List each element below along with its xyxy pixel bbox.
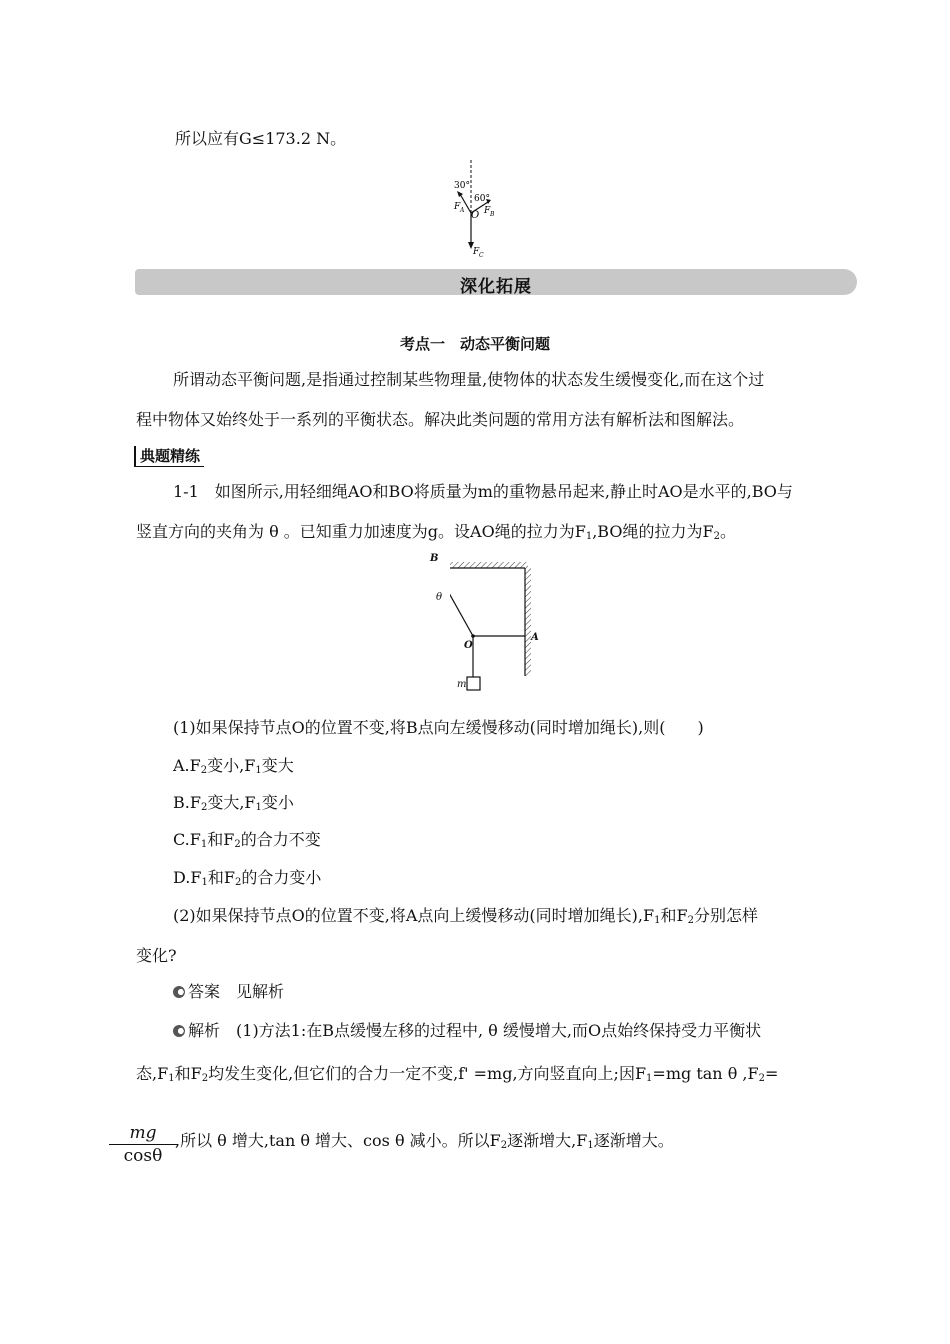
rope-bo [450, 568, 473, 636]
force-c-label: F [473, 247, 480, 257]
weight-block [467, 677, 480, 690]
intro-line-2: 程中物体又始终处于一系列的平衡状态。解决此类问题的常用方法有解析法和图解法。 [136, 410, 745, 429]
mass-label: m [457, 679, 467, 690]
force-a-sub: A [460, 207, 465, 214]
fraction-bar [109, 1144, 177, 1145]
force-c-sub: C [479, 252, 484, 259]
theta-label: θ [436, 592, 443, 603]
analysis-line-1: 解析 (1)方法1:在B点缓慢左移的过程中, θ 缓慢增大,而O点始终保持受力平衡状 [173, 1021, 761, 1041]
force-diagram [440, 158, 520, 260]
practice-tag: 典题精练 [134, 446, 204, 467]
question-2-line-1: (2)如果保持节点O的位置不变,将A点向上缓慢移动(同时增加绳长)$,F_1$和$F_2$分别怎样 [173, 906, 758, 926]
option-c: $C.F_1$和$F_2$的合力不变 [173, 830, 321, 850]
angle-60-label: 60° [474, 194, 490, 204]
ceiling-hatch [450, 562, 528, 568]
force-b-sub: B [490, 211, 495, 218]
problem-line-2: 竖直方向的夹角为 θ 。已知重力加速度为g。设AO绳的拉力为$F_1,BO$绳的拉力为$F_2$。 [136, 522, 736, 542]
fraction-denominator: cosθ [123, 1146, 163, 1166]
point-o-label: O [471, 210, 480, 221]
analysis-bullet-icon [173, 1025, 185, 1037]
answer-bullet-icon [173, 986, 185, 998]
fraction-mg-over-cos [109, 1123, 177, 1166]
section-title: 考点一 动态平衡问题 [399, 335, 550, 353]
option-a: $A.F_2$变小$,F_1$变大 [173, 756, 294, 776]
fraction-numerator: mg [129, 1123, 157, 1143]
question-1-stem: (1)如果保持节点O的位置不变,将B点向左缓慢移动(同时增加绳长),则( ) [173, 718, 704, 737]
analysis-line-3: ,所以 θ 增大,tan θ 增大、cos θ 减小。所以$F_2$逐渐增大$,F_1$逐渐增大。 [175, 1131, 674, 1151]
option-d: $D.F_1$和$F_2$的合力变小 [173, 868, 322, 888]
point-o-label: O [464, 640, 473, 651]
angle-30-label: 30° [454, 181, 470, 191]
force-b-label: F [484, 206, 491, 216]
point-a-label: A [531, 632, 539, 643]
force-a-arrowhead [457, 191, 463, 197]
node-o [471, 634, 475, 638]
point-b-label: B [430, 553, 439, 564]
suspension-diagram [450, 553, 550, 695]
problem-line-1: 1-1 如图所示,用轻细绳AO和BO将质量为m的重物悬吊起来,静止时AO是水平的,BO与 [173, 482, 793, 501]
option-b: $B.F_2$变大$,F_1$变小 [173, 793, 294, 813]
intro-line-1: 所谓动态平衡问题,是指通过控制某些物理量,使物体的状态发生缓慢变化,而在这个过 [173, 370, 765, 389]
banner-title: 深化拓展 [460, 277, 532, 297]
force-a-label: F [454, 202, 461, 212]
analysis-line-2: 态$,F_1$和$F_2$均发生变化,但它们的合力一定不变,f' =mg,方向竖直向上;因$F_1=mg$ tan θ $,F_2=$ [136, 1064, 779, 1084]
wall-hatch [525, 568, 531, 676]
conclusion-line: 所以应有G≤173.2 N。 [175, 129, 347, 148]
answer-line: 答案 见解析 [173, 982, 284, 1002]
question-2-line-2: 变化? [136, 946, 177, 965]
